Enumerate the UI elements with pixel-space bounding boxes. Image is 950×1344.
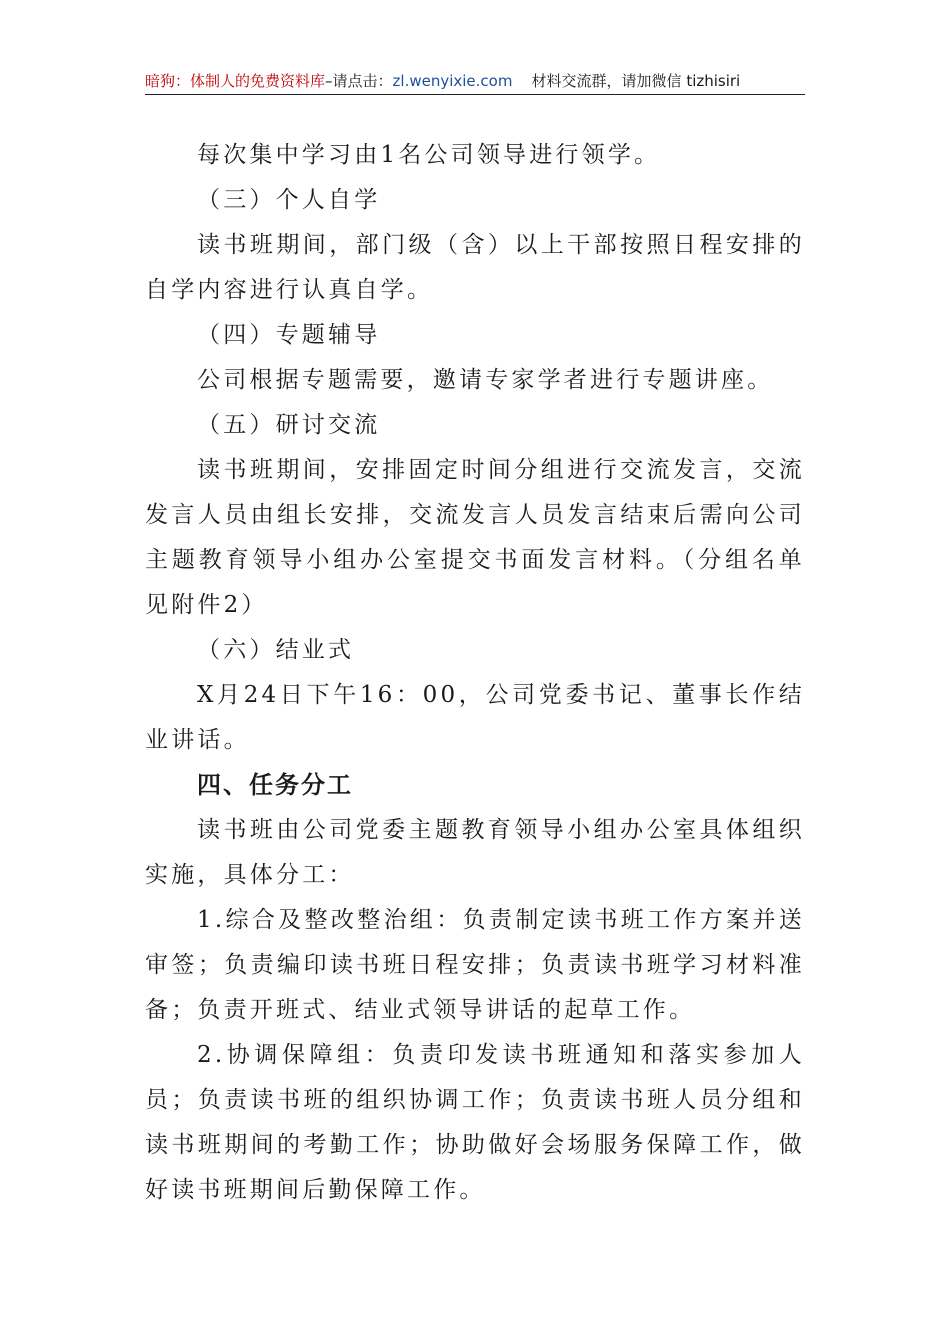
heading-special-tutoring: （四）专题辅导 xyxy=(197,322,381,348)
paragraph-closing-ceremony: X月24日下午16：00，公司党委书记、董事长作结业讲话。 xyxy=(145,682,805,753)
paragraph-self-study: 读书班期间，部门级（含）以上干部按照日程安排的自学内容进行认真自学。 xyxy=(145,232,805,303)
header-click-hint: –请点击： xyxy=(325,72,393,90)
paragraph-collective-study: 每次集中学习由1名公司领导进行领学。 xyxy=(197,142,661,168)
paragraph-task-intro: 读书班由公司党委主题教育领导小组办公室具体组织实施，具体分工： xyxy=(145,817,805,888)
header-group-note: 材料交流群，请加微信 tizhisiri xyxy=(531,72,741,90)
section-title-task-division: 四、任务分工 xyxy=(197,771,353,799)
header-url-link[interactable]: zl.wenyixie.com xyxy=(392,72,513,90)
paragraph-task-integrated-group: 1.综合及整改整治组：负责制定读书班工作方案并送审签；负责编印读书班日程安排；负责读书班学习材料准备；负责开班式、结业式领导讲话的起草工作。 xyxy=(145,907,805,1023)
heading-discussion: （五）研讨交流 xyxy=(197,412,381,438)
paragraph-special-tutoring: 公司根据专题需要，邀请专家学者进行专题讲座。 xyxy=(197,367,774,393)
heading-self-study: （三）个人自学 xyxy=(197,187,381,213)
paragraph-task-coordination-group: 2.协调保障组：负责印发读书班通知和落实参加人员；负责读书班的组织协调工作；负责读书班人员分组和读书班期间的考勤工作；协助做好会场服务保障工作，做好读书班期间后勤保障工作。 xyxy=(145,1042,805,1203)
header-brand: 暗狗：体制人的免费资料库 xyxy=(145,72,326,90)
paragraph-discussion: 读书班期间，安排固定时间分组进行交流发言，交流发言人员由组长安排，交流发言人员发言结束后需向公司主题教育领导小组办公室提交书面发言材料。（分组名单见附件2） xyxy=(145,457,805,618)
heading-closing-ceremony: （六）结业式 xyxy=(197,637,355,663)
header-divider xyxy=(145,94,805,95)
document-body xyxy=(145,133,805,1213)
page-header xyxy=(145,70,805,92)
